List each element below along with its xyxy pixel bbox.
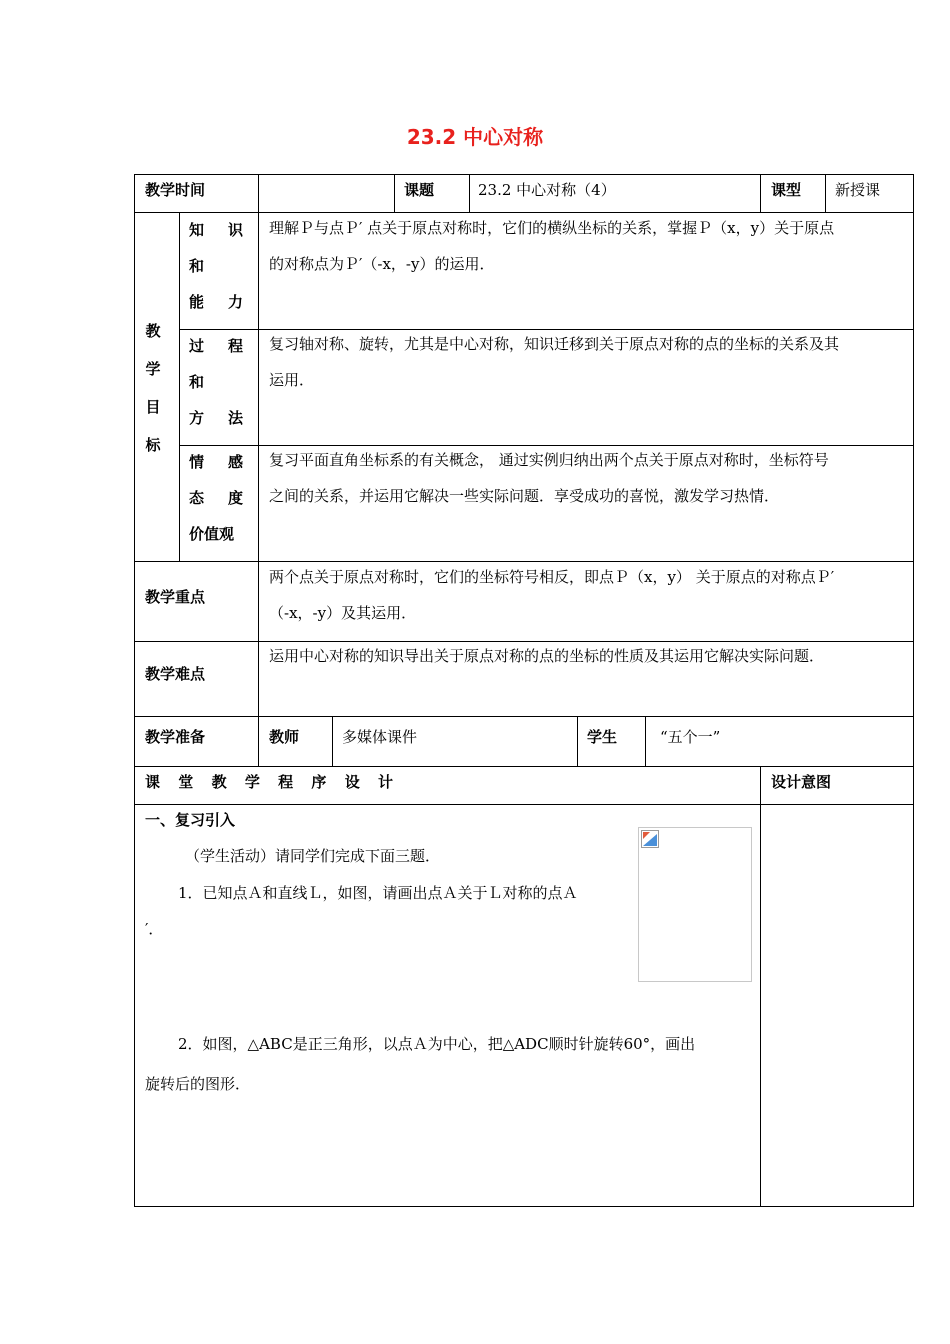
text-line: 的对称点为Ｐ′（-x，-y）的运用．	[269, 255, 495, 273]
activity-text: （学生活动）请同学们完成下面三题．	[185, 847, 441, 865]
procedure-header	[145, 772, 393, 792]
sub-char: 度	[227, 489, 243, 507]
header-char: 堂	[178, 773, 194, 791]
header-char: 教	[211, 773, 227, 791]
sub-text	[189, 328, 243, 364]
text-line: 运用．	[269, 371, 315, 389]
sub-text: 和	[189, 257, 205, 275]
sub-char: 法	[227, 409, 243, 427]
sub-text	[189, 400, 243, 436]
text-line: （-x，-y）及其运用．	[269, 604, 417, 622]
header-char: 程	[278, 773, 294, 791]
text-line: 运用中心对称的知识导出关于原点对称的点的坐标的性质及其运用它解决实际问题．	[269, 647, 825, 665]
objective-knowledge-sub-3	[189, 284, 243, 320]
sub-char: 知	[189, 221, 205, 239]
teacher-label: 教师	[269, 728, 300, 746]
design-intent-header: 设计意图	[771, 773, 832, 791]
key-point-label: 教学重点	[145, 588, 206, 606]
header-char: 序	[311, 773, 327, 791]
objectives-label	[143, 312, 163, 464]
objectives-label-text: 教学目标	[145, 322, 161, 454]
section-title: 一、复习引入	[145, 811, 236, 829]
sub-text	[189, 480, 243, 516]
lesson-type-value: 新授课	[835, 181, 881, 199]
difficulty-text	[269, 638, 824, 674]
objective-emotion-sub-2	[189, 480, 243, 516]
lesson-type-label: 课型	[771, 181, 802, 199]
sub-text: 和	[189, 373, 205, 391]
header-char: 学	[244, 773, 260, 791]
text-line: 复习平面直角坐标系的有关概念， 通过实例归纳出两个点关于原点对称时，坐标符号	[269, 451, 829, 469]
text-line: 之间的关系，并运用它解决一些实际问题．享受成功的喜悦，激发学习热情．	[269, 487, 780, 505]
teacher-value: 多媒体课件	[342, 728, 418, 746]
sub-char: 方	[189, 409, 205, 427]
sub-text: 价值观	[189, 525, 235, 543]
objective-process-label	[189, 328, 243, 436]
topic-value: 23.2 中心对称（4）	[478, 181, 616, 199]
sub-char: 过	[189, 337, 205, 355]
objective-knowledge-text	[269, 210, 834, 282]
objective-knowledge-sub-2	[189, 248, 243, 284]
broken-image-icon	[641, 830, 659, 848]
sub-char: 感	[227, 453, 243, 471]
sub-char: 能	[189, 293, 205, 311]
objective-process-sub-2	[189, 364, 243, 400]
objective-process-text	[269, 326, 839, 398]
objective-emotion-label	[189, 444, 243, 552]
objective-emotion-text	[269, 442, 829, 514]
text-line: 复习轴对称、旋转，尤其是中心对称，知识迁移到关于原点对称的点的坐标的关系及其	[269, 335, 840, 353]
objective-emotion-sub-3	[189, 516, 243, 552]
objective-emotion-sub-1	[189, 444, 243, 480]
sub-text	[189, 444, 243, 480]
objective-process-sub-1	[189, 328, 243, 364]
preparation-label: 教学准备	[145, 728, 206, 746]
figure-placeholder	[638, 827, 752, 982]
text-line: 两个点关于原点对称时，它们的坐标符号相反，即点Ｐ（x，y） 关于原点的对称点Ｐ′	[269, 568, 835, 586]
question-1-line-2: ′．	[145, 920, 164, 938]
sub-text	[189, 284, 243, 320]
question-1-line-1: 1．已知点Ａ和直线Ｌ，如图，请画出点Ａ关于Ｌ对称的点Ａ	[178, 884, 578, 902]
sub-char: 态	[189, 489, 205, 507]
student-label: 学生	[587, 728, 618, 746]
text-line: 理解Ｐ与点Ｐ′ 点关于原点对称时，它们的横纵坐标的关系，掌握Ｐ（x，y）关于原点	[269, 219, 835, 237]
question-2-line-2: 旋转后的图形．	[145, 1075, 251, 1093]
sub-text	[189, 212, 243, 248]
objective-process-sub-3	[189, 400, 243, 436]
question-2-line-1: 2．如图，△ABC是正三角形，以点Ａ为中心，把△ADC顺时针旋转60°，画出	[178, 1035, 696, 1053]
sub-char: 力	[227, 293, 243, 311]
objective-knowledge-label	[189, 212, 243, 320]
header-char: 设	[344, 773, 360, 791]
page-title: 23.2 中心对称	[406, 125, 544, 149]
student-value: “五个一”	[660, 728, 721, 746]
sub-char: 识	[227, 221, 243, 239]
header-char: 课	[145, 773, 161, 791]
key-point-text	[269, 559, 834, 631]
objective-knowledge-sub-1	[189, 212, 243, 248]
teaching-time-label: 教学时间	[145, 181, 206, 199]
difficulty-label: 教学难点	[145, 665, 206, 683]
sub-char: 情	[189, 453, 205, 471]
sub-char: 程	[227, 337, 243, 355]
header-char: 计	[377, 773, 393, 791]
topic-label: 课题	[404, 181, 435, 199]
